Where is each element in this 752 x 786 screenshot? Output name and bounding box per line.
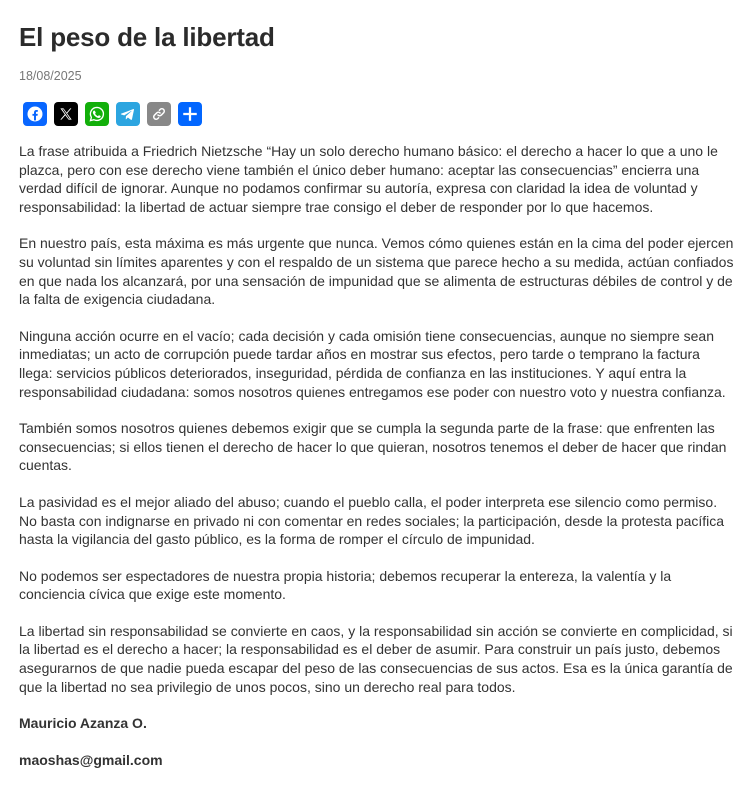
share-x-button[interactable] bbox=[54, 102, 78, 126]
article-body bbox=[19, 142, 734, 769]
share-facebook-button[interactable] bbox=[23, 102, 47, 126]
article-paragraph: No podemos ser espectadores de nuestra propia historia; debemos recuperar la entereza, la valentía y la conciencia cívica que exige este momento. bbox=[19, 567, 672, 603]
x-icon bbox=[57, 105, 75, 123]
share-whatsapp-button[interactable] bbox=[85, 102, 109, 126]
share-telegram-button[interactable] bbox=[116, 102, 140, 126]
article-paragraph: La frase atribuida a Friedrich Nietzsche “Hay un solo derecho humano básico: el derecho a hacer lo que a uno le plazca, pero con ese derecho viene también el único deber humano: aceptar las consecuencias” encierra una verdad difícil de ignorar. Aunque no podamos confirmar su autoría, expresa con claridad la idea de voluntad y responsabilidad: la libertad de actuar siempre trae consigo el deber de responder por lo que hacemos. bbox=[19, 143, 718, 215]
article-paragraph: Ninguna acción ocurre en el vacío; cada decisión y cada omisión tiene consecuencias, aunque no siempre sean inmediatas; un acto de corrupción puede tardar años en mostrar sus efectos, pero tarde o temprano la factura llega: servicios públicos deteriorados, inseguridad, pérdida de confianza en las instituciones. Y aquí entra la responsabilidad ciudadana: somos nosotros quienes entregamos ese poder con nuestro voto y nuestra confianza. bbox=[19, 327, 726, 400]
link-icon bbox=[150, 105, 168, 123]
whatsapp-icon bbox=[88, 105, 106, 123]
author-email: maoshas@gmail.com bbox=[19, 751, 163, 768]
article-paragraph: La pasividad es el mejor aliado del abuso; cuando el pueblo calla, el poder interpreta ese silencio como permiso. No basta con indignarse en privado ni con comentar en redes sociales; la participación, desde la protesta pacífica hasta la vigilancia del gasto público, es la forma de romper el círculo de impunidad. bbox=[19, 493, 725, 548]
plus-icon bbox=[181, 105, 199, 123]
publish-date: 18/08/2025 bbox=[19, 69, 82, 83]
page-title: El peso de la libertad bbox=[19, 22, 275, 52]
article-paragraph: También somos nosotros quienes debemos exigir que se cumpla la segunda parte de la frase: que enfrenten las consecuencias; si ellos tienen el derecho de hacer lo que quieran, nosotros tenemos el deber de hacer que rindan cuentas. bbox=[19, 420, 727, 474]
share-bar bbox=[23, 102, 734, 126]
share-more-button[interactable] bbox=[178, 102, 202, 126]
article-paragraph: En nuestro país, esta máxima es más urgente que nunca. Vemos cómo quienes están en la cima del poder ejercen su voluntad sin límites aparentes y con el respaldo de un sistema que parece hecho a su medida, actúan confiados en que nada los alcanzará, por una sensación de impunidad que se alimenta de estructuras débiles de control y de la falta de exigencia ciudadana. bbox=[19, 235, 734, 308]
article-paragraph: La libertad sin responsabilidad se convierte en caos, y la responsabilidad sin acción se convierte en complicidad, si la libertad es el derecho a hacer; la responsabilidad es el deber de asumir. Para construir un país justo, debemos asegurarnos de que nadie pueda escapar del peso de las consecuencias de sus actos. Esa es la única garantía de que la libertad no sea privilegio de unos pocos, sino un derecho real para todos. bbox=[19, 622, 733, 695]
author-name: Mauricio Azanza O. bbox=[19, 715, 147, 732]
telegram-icon bbox=[119, 105, 137, 123]
facebook-icon bbox=[26, 105, 44, 123]
copy-link-button[interactable] bbox=[147, 102, 171, 126]
